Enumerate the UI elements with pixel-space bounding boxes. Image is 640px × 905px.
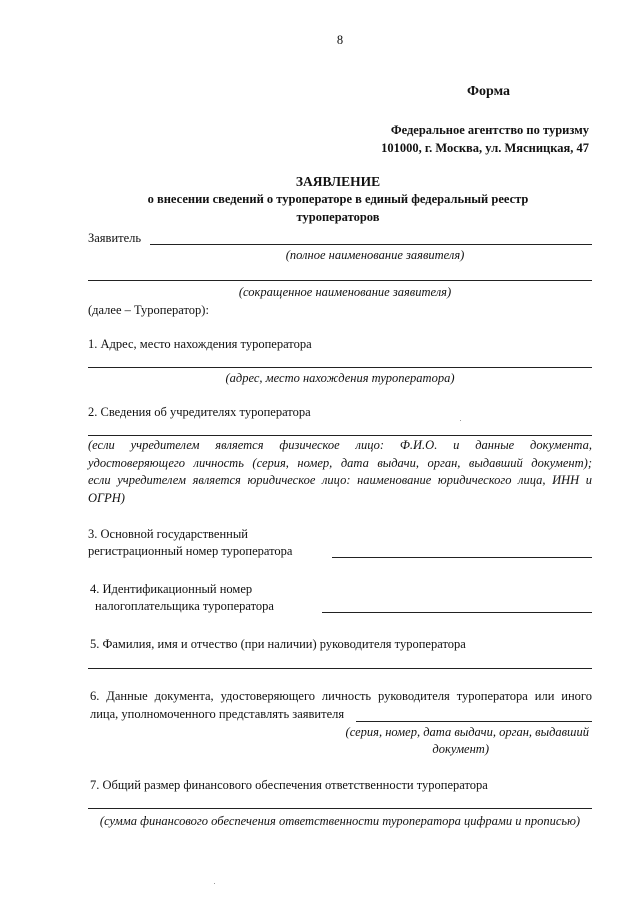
applicant-full-name-line[interactable] xyxy=(150,244,592,245)
form-label: Форма xyxy=(467,84,511,99)
section-6-label-line-1: 6. Данные документа, удостоверяющего личность руководителя туроператора или иного xyxy=(90,689,592,703)
section-3-ogrn-line[interactable] xyxy=(332,557,592,558)
section-2-hint-line-2: удостоверяющего личность (серия, номер, дата выдачи, орган, выдавший документ); xyxy=(88,455,592,470)
page-number: 8 xyxy=(336,33,344,47)
addressee-line-1: Федеральное агентство по туризму xyxy=(390,123,589,137)
section-2-hint xyxy=(88,437,592,507)
addressee-line-2: 101000, г. Москва, ул. Мясницкая, 47 xyxy=(381,141,589,155)
section-5-label: 5. Фамилия, имя и отчество (при наличии) руководителя туроператора xyxy=(90,637,466,651)
section-4-label-line-1: 4. Идентификационный номер xyxy=(90,582,253,596)
document-title: ЗАЯВЛЕНИЕ xyxy=(295,174,381,189)
document-subtitle-line-1: о внесении сведений о туроператоре в единый федеральный реестр xyxy=(147,192,529,206)
section-3-label-line-2: регистрационный номер туроператора xyxy=(88,544,293,558)
section-2-founders-line[interactable] xyxy=(88,435,592,436)
section-6-hint-line-1: (серия, номер, дата выдачи, орган, выдавший xyxy=(345,725,589,739)
section-6-hint-line-2: документ) xyxy=(432,742,489,756)
applicant-full-name-hint: (полное наименование заявителя) xyxy=(285,248,465,262)
applicant-label: Заявитель xyxy=(88,231,142,245)
section-1-label: 1. Адрес, место нахождения туроператора xyxy=(88,337,312,351)
document-subtitle-line-2: туроператоров xyxy=(296,210,380,224)
section-7-amount-line[interactable] xyxy=(88,808,592,809)
applicant-short-name-line[interactable] xyxy=(88,280,592,281)
section-2-hint-line-3: если учредителем является юридическое лицо: наименование юридического лица, ИНН и xyxy=(88,473,592,487)
applicant-short-name-hint: (сокращенное наименование заявителя) xyxy=(238,285,452,299)
section-2-hint-line-4: ОГРН) xyxy=(88,490,125,505)
section-5-director-name-line[interactable] xyxy=(88,668,592,669)
hereinafter-label: (далее – Туроператор): xyxy=(88,303,209,317)
scan-speck xyxy=(460,420,461,421)
section-2-hint-line-1: (если учредителем является физическое лицо: Ф.И.О. и данные документа, xyxy=(88,438,592,452)
section-6-label xyxy=(90,688,592,723)
section-6-document-line[interactable] xyxy=(356,721,592,722)
section-7-label: 7. Общий размер финансового обеспечения ответственности туроператора xyxy=(90,778,488,792)
section-1-address-line[interactable] xyxy=(88,367,592,368)
section-4-inn-line[interactable] xyxy=(322,612,592,613)
section-4-label-line-2: налогоплательщика туроператора xyxy=(95,599,274,613)
section-7-hint: (сумма финансового обеспечения ответственности туроператора цифрами и прописью) xyxy=(99,814,581,828)
section-6-label-line-2: лица, уполномоченного представлять заявителя xyxy=(90,706,345,721)
section-1-hint: (адрес, место нахождения туроператора) xyxy=(225,371,455,385)
scan-speck xyxy=(214,883,215,884)
section-3-label-line-1: 3. Основной государственный xyxy=(88,527,248,541)
section-2-label: 2. Сведения об учредителях туроператора xyxy=(88,405,311,419)
